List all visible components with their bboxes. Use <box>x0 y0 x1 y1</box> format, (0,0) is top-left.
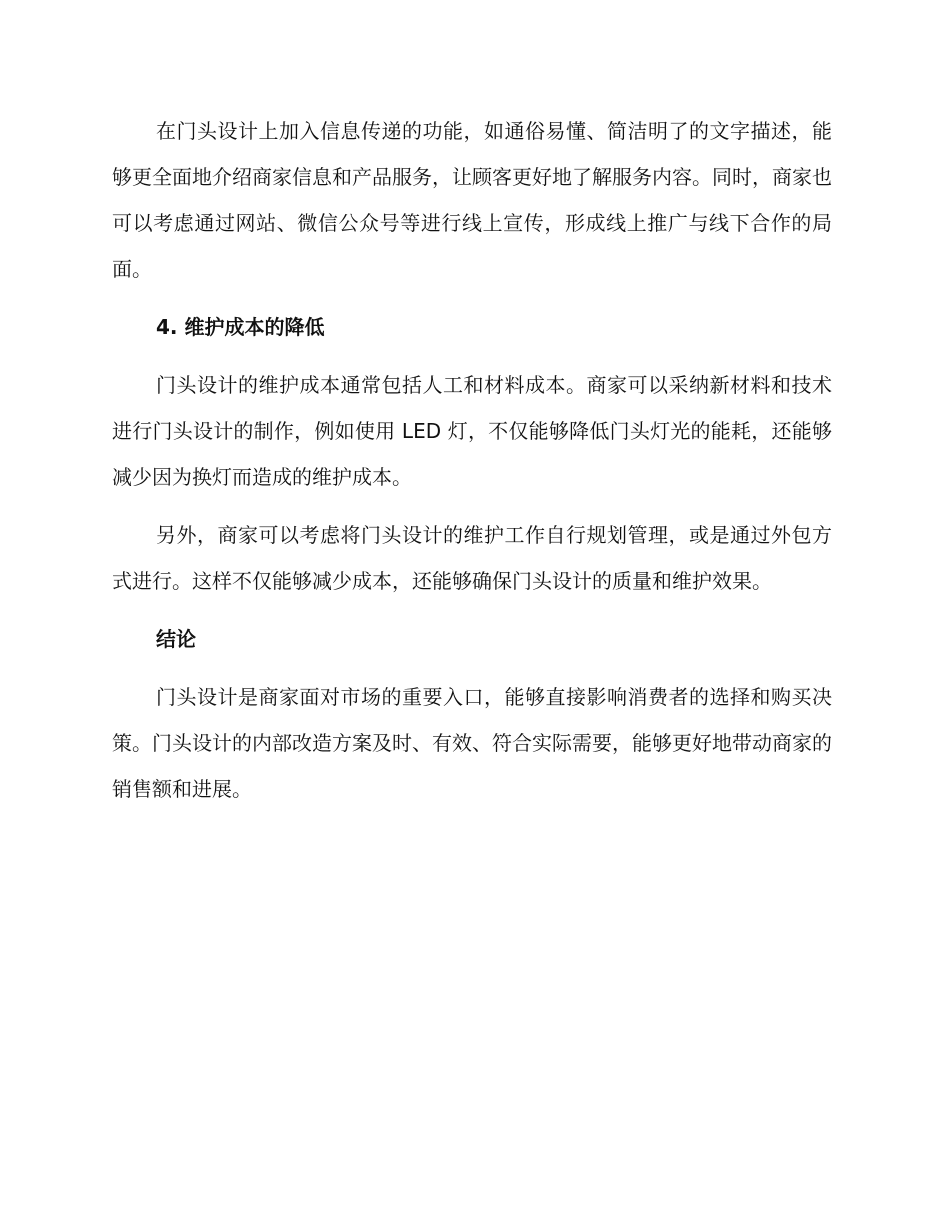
paragraph-outsourcing: 另外，商家可以考虑将门头设计的维护工作自行规划管理，或是通过外包方式进行。这样不仅能够减少成本，还能够确保门头设计的质量和维护效果。 <box>112 523 832 593</box>
paragraph-info-function: 在门头设计上加入信息传递的功能，如通俗易懂、简洁明了的文字描述，能够更全面地介绍商家信息和产品服务，让顾客更好地了解服务内容。同时，商家也可以考虑通过网站、微信公众号等进行线上宣传，形成线上推广与线下合作的局面。 <box>112 119 832 281</box>
section-heading-maintenance-cost: 4. 维护成本的降低 <box>156 315 325 339</box>
paragraph-conclusion: 门头设计是商家面对市场的重要入口，能够直接影响消费者的选择和购买决策。门头设计的内部改造方案及时、有效、符合实际需要，能够更好地带动商家的销售额和进展。 <box>112 685 832 801</box>
paragraph-maintenance-cost: 门头设计的维护成本通常包括人工和材料成本。商家可以采纳新材料和技术进行门头设计的制作，例如使用 LED 灯，不仅能够降低门头灯光的能耗，还能够减少因为换灯而造成的维护成本。 <box>112 373 832 489</box>
section-heading-conclusion: 结论 <box>156 627 196 651</box>
document-body <box>112 108 832 824</box>
